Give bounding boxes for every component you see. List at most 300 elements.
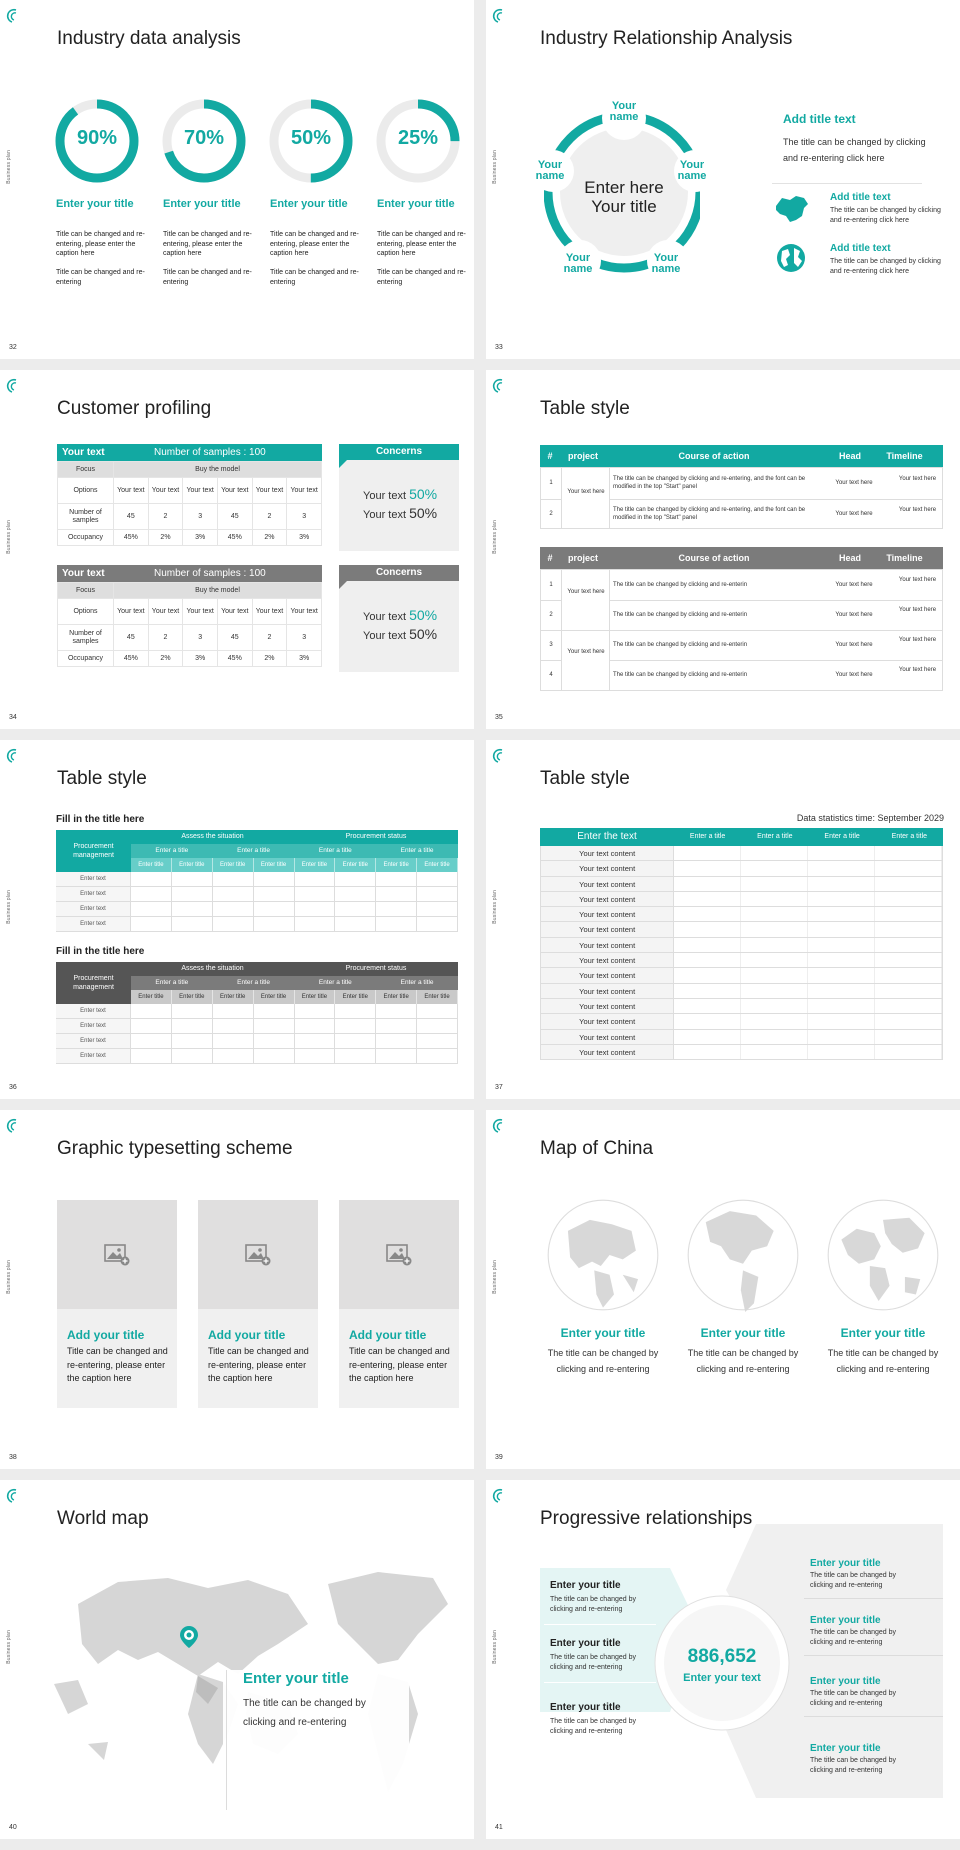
row-label: Your text content: [541, 907, 674, 921]
add-image-icon: [386, 1244, 412, 1266]
head-cell: Your text here: [835, 672, 873, 678]
side-label: Business plan: [492, 1260, 498, 1294]
empty-cell[interactable]: [875, 1045, 942, 1059]
concerns-header: Concerns: [339, 444, 459, 460]
empty-cell[interactable]: [875, 892, 942, 906]
table-row: [56, 1019, 458, 1034]
side-label: Business plan: [6, 150, 12, 184]
empty-cell[interactable]: [376, 917, 417, 931]
subtitle-cell: Enter title: [213, 858, 254, 872]
empty-cell[interactable]: [417, 1034, 458, 1048]
empty-cell[interactable]: [875, 968, 942, 982]
info-card: [223, 1670, 409, 1810]
concern-line: [363, 486, 437, 502]
item-text: The title can be changed by clicking and re-entering: [827, 1348, 939, 1374]
empty-cell[interactable]: [295, 872, 336, 886]
empty-cell[interactable]: [741, 968, 808, 982]
data-table: [57, 461, 322, 546]
cell: Your text: [114, 599, 149, 625]
empty-cell[interactable]: [808, 968, 875, 982]
table-row: [56, 1034, 458, 1049]
node-name: Your name: [677, 159, 707, 182]
empty-cell[interactable]: [254, 902, 295, 916]
head-cell: Your text here: [835, 642, 873, 648]
progress-value: 70%: [183, 127, 225, 149]
action-cell: The title can be changed by clicking and re-enterin: [613, 642, 748, 648]
table-row: [540, 846, 943, 861]
empty-cell[interactable]: [295, 902, 336, 916]
empty-cell[interactable]: [254, 872, 295, 886]
table-row: [540, 999, 943, 1014]
corner-label: Procurement management: [73, 975, 114, 991]
row-label: Your text content: [541, 999, 674, 1013]
row-number: 1: [549, 582, 553, 588]
title-cell: Enter a title: [400, 979, 434, 986]
empty-cell[interactable]: [741, 938, 808, 952]
action-cell: The title can be changed by clicking and re-entering, and the font can be modified in the top "Start" panel: [613, 476, 806, 490]
empty-cell[interactable]: [254, 1004, 295, 1018]
subtitle-row: [131, 858, 458, 872]
empty-cell[interactable]: [295, 917, 336, 931]
right-text: The title can be changed by clicking and re-entering: [810, 1629, 897, 1646]
timeline-cell: Your text here: [898, 476, 937, 482]
empty-cell[interactable]: [254, 1049, 295, 1063]
table-row: [56, 902, 458, 917]
row-number: 3: [549, 642, 553, 648]
add-text: The title can be changed by clicking and re-entering click here: [783, 137, 926, 163]
empty-cell[interactable]: [335, 917, 376, 931]
cell: Your text: [252, 478, 287, 504]
empty-cell[interactable]: [131, 1004, 172, 1018]
slide-number: 39: [495, 1454, 503, 1461]
empty-cell[interactable]: [172, 1049, 213, 1063]
divider: [544, 1624, 656, 1625]
concern-line: [363, 505, 437, 521]
empty-cell[interactable]: [875, 877, 942, 891]
empty-cell[interactable]: [808, 846, 875, 860]
empty-cell[interactable]: [808, 999, 875, 1013]
empty-cell[interactable]: [674, 999, 741, 1013]
slide-36[interactable]: [0, 740, 474, 1099]
empty-cell[interactable]: [808, 938, 875, 952]
empty-cell[interactable]: [808, 953, 875, 967]
empty-cell[interactable]: [674, 1030, 741, 1044]
data-table: [540, 828, 943, 1060]
progress-value: 90%: [76, 127, 118, 149]
empty-cell[interactable]: [172, 917, 213, 931]
empty-cell[interactable]: [875, 984, 942, 998]
timeline-cell: Your text here: [898, 667, 937, 673]
empty-cell[interactable]: [295, 1019, 336, 1033]
image-placeholder[interactable]: [57, 1200, 177, 1309]
image-placeholder[interactable]: [198, 1200, 318, 1309]
cell: 45: [217, 625, 252, 651]
slide-number: 33: [495, 344, 503, 351]
subtitle-cell: Enter title: [213, 990, 254, 1004]
head-cell: Your text here: [835, 582, 873, 588]
image-placeholder[interactable]: [339, 1200, 459, 1309]
item-title: Enter your title: [270, 198, 348, 210]
header-cell: Course of action: [678, 553, 750, 563]
slide-40[interactable]: [0, 1480, 474, 1839]
empty-cell[interactable]: [875, 861, 942, 875]
empty-cell[interactable]: [172, 1004, 213, 1018]
empty-cell[interactable]: [131, 1019, 172, 1033]
empty-cell[interactable]: [875, 846, 942, 860]
slide-number: 32: [9, 344, 17, 351]
row-label: Your text content: [541, 861, 674, 875]
empty-cell[interactable]: [376, 1049, 417, 1063]
empty-cell[interactable]: [335, 872, 376, 886]
empty-cell[interactable]: [875, 999, 942, 1013]
empty-cell[interactable]: [808, 1045, 875, 1059]
row-label: Enter text: [56, 1004, 131, 1018]
empty-cell[interactable]: [741, 877, 808, 891]
empty-cell[interactable]: [417, 1049, 458, 1063]
empty-cell[interactable]: [741, 1030, 808, 1044]
subtitle-row: [131, 990, 458, 1004]
sub-title: Add title text: [830, 192, 891, 203]
row-number: 4: [549, 672, 553, 678]
empty-cell[interactable]: [335, 1019, 376, 1033]
cell: 45%: [114, 530, 149, 546]
empty-cell[interactable]: [213, 1004, 254, 1018]
divider: [804, 1716, 943, 1717]
table-row: [540, 1045, 943, 1060]
empty-cell[interactable]: [674, 938, 741, 952]
image-card[interactable]: [198, 1200, 318, 1408]
empty-cell[interactable]: [808, 892, 875, 906]
table-header: [540, 445, 943, 467]
empty-cell[interactable]: [808, 861, 875, 875]
empty-cell[interactable]: [741, 907, 808, 921]
empty-cell[interactable]: [376, 872, 417, 886]
empty-cell[interactable]: [376, 1019, 417, 1033]
empty-cell[interactable]: [213, 872, 254, 886]
subtitle-cell: Enter title: [131, 990, 172, 1004]
header-cell: Head: [838, 451, 861, 461]
group-row: [131, 962, 458, 976]
cell: Number of samples: [58, 504, 114, 530]
table-heading: Fill in the title here: [56, 946, 145, 957]
table-row: [540, 938, 943, 953]
row-label: Enter text: [56, 1034, 131, 1048]
slide-title: Table style: [540, 398, 630, 419]
empty-cell[interactable]: [417, 887, 458, 901]
empty-cell[interactable]: [376, 1004, 417, 1018]
item-text: Title can be changed and re-entering: [270, 269, 359, 286]
empty-cell[interactable]: [875, 1014, 942, 1028]
empty-cell[interactable]: [875, 1030, 942, 1044]
cell: Your text: [114, 478, 149, 504]
empty-cell[interactable]: [741, 922, 808, 936]
slide-title: Table style: [57, 768, 147, 789]
divider: [544, 1682, 656, 1683]
empty-cell[interactable]: [808, 1030, 875, 1044]
empty-cell[interactable]: [172, 902, 213, 916]
table-header: [540, 828, 943, 846]
empty-cell[interactable]: [741, 1045, 808, 1059]
empty-cell[interactable]: [674, 922, 741, 936]
right-title: Enter your title: [810, 1676, 881, 1687]
header-cell: Course of action: [678, 451, 750, 461]
cell: 2%: [252, 651, 287, 667]
data-table: [57, 582, 322, 667]
slide-32[interactable]: [0, 0, 474, 359]
empty-cell[interactable]: [172, 1034, 213, 1048]
empty-cell[interactable]: [254, 887, 295, 901]
subtitle-cell: Enter title: [254, 858, 295, 872]
corner-label: Procurement management: [73, 843, 114, 859]
row-label: Your text content: [541, 1014, 674, 1028]
group-cell: Assess the situation: [181, 833, 244, 840]
empty-cell[interactable]: [808, 907, 875, 921]
row-label: Enter text: [56, 887, 131, 901]
timeline-cell: Your text here: [898, 637, 937, 643]
node-name: Your name: [535, 159, 565, 182]
cell: 45: [114, 625, 149, 651]
right-title: Enter your title: [810, 1558, 881, 1569]
table-body: [540, 467, 943, 529]
cell: Your text: [148, 478, 183, 504]
table-header: [57, 565, 322, 582]
empty-cell[interactable]: [417, 917, 458, 931]
empty-cell[interactable]: [741, 1014, 808, 1028]
cell: Your text: [183, 599, 218, 625]
slide-35[interactable]: [486, 370, 960, 729]
header-left: Your text: [62, 568, 105, 579]
empty-cell[interactable]: [417, 1019, 458, 1033]
empty-cell[interactable]: [674, 907, 741, 921]
left-title: Enter your title: [550, 1580, 621, 1591]
sub-text: The title can be changed by clicking and re-entering click here: [830, 207, 941, 224]
right-text: The title can be changed by clicking and re-entering: [810, 1572, 897, 1589]
table-row: [540, 907, 943, 922]
cell: 2%: [148, 530, 183, 546]
empty-cell[interactable]: [741, 999, 808, 1013]
add-image-icon: [245, 1244, 271, 1266]
slide-title: Industry Relationship Analysis: [540, 28, 793, 49]
slide-number: 35: [495, 714, 503, 721]
slide-title: Customer profiling: [57, 398, 212, 419]
slide-41[interactable]: [486, 1480, 960, 1839]
card-title: Add your title: [349, 1328, 427, 1342]
group-cell: Assess the situation: [181, 965, 244, 972]
header-cell: Enter a title: [689, 833, 726, 840]
slide-34[interactable]: [0, 370, 474, 729]
empty-cell[interactable]: [808, 984, 875, 998]
cell: Focus: [58, 583, 114, 599]
timeline-cell: Your text here: [898, 607, 937, 613]
card-text: Title can be changed and re-entering, please enter the caption here: [67, 1346, 168, 1383]
empty-cell[interactable]: [376, 902, 417, 916]
empty-cell[interactable]: [213, 1034, 254, 1048]
empty-cell[interactable]: [741, 861, 808, 875]
empty-cell[interactable]: [741, 984, 808, 998]
image-card[interactable]: [57, 1200, 177, 1408]
corner-fold: [339, 581, 347, 589]
cell: 45: [114, 504, 149, 530]
concern-value: 50%: [409, 505, 438, 521]
item-title: Enter your title: [700, 1326, 786, 1340]
logo-icon: [6, 1488, 18, 1504]
subtitle-cell: Enter title: [295, 990, 336, 1004]
cell: Your text: [217, 599, 252, 625]
head-cell: Your text here: [835, 612, 873, 618]
item-text: Title can be changed and re-entering: [56, 269, 145, 286]
slide-38[interactable]: [0, 1110, 474, 1469]
empty-cell[interactable]: [875, 922, 942, 936]
concern-value: 50%: [409, 607, 438, 623]
empty-cell[interactable]: [674, 1045, 741, 1059]
empty-cell[interactable]: [213, 1019, 254, 1033]
globe-map: [686, 1198, 800, 1312]
action-cell: The title can be changed by clicking and re-enterin: [613, 612, 748, 618]
empty-cell[interactable]: [295, 1049, 336, 1063]
slide-title: World map: [57, 1508, 149, 1529]
empty-cell[interactable]: [295, 887, 336, 901]
location-pin-icon: [178, 1625, 200, 1649]
cell: Buy the model: [114, 462, 322, 478]
header-cell: project: [568, 553, 599, 563]
empty-cell[interactable]: [131, 887, 172, 901]
concern-value: 50%: [409, 626, 438, 642]
empty-cell[interactable]: [808, 1014, 875, 1028]
empty-cell[interactable]: [376, 887, 417, 901]
slide-number: 41: [495, 1824, 503, 1831]
empty-cell[interactable]: [674, 877, 741, 891]
cell: Your text: [183, 478, 218, 504]
title-cell: Enter a title: [400, 847, 434, 854]
slide-37[interactable]: [486, 740, 960, 1099]
empty-cell[interactable]: [213, 902, 254, 916]
table-row: [540, 984, 943, 999]
header-cell: Timeline: [886, 451, 923, 461]
concerns-panel: [339, 565, 459, 672]
empty-cell[interactable]: [875, 953, 942, 967]
logo-icon: [6, 748, 18, 764]
table-row: [540, 953, 943, 968]
card-title: Add your title: [67, 1328, 145, 1342]
empty-cell[interactable]: [131, 902, 172, 916]
slide-33[interactable]: [486, 0, 960, 359]
cell: Options: [58, 599, 114, 625]
empty-cell[interactable]: [213, 917, 254, 931]
concern-label: Your text: [363, 509, 407, 521]
image-card[interactable]: [339, 1200, 459, 1408]
empty-cell[interactable]: [808, 877, 875, 891]
cell: Buy the model: [114, 583, 322, 599]
item-text: Title can be changed and re-entering, please enter the caption here: [270, 231, 359, 257]
progress-value: 50%: [290, 127, 332, 149]
empty-cell[interactable]: [254, 1034, 295, 1048]
empty-cell[interactable]: [295, 1004, 336, 1018]
logo-icon: [6, 8, 18, 24]
empty-cell[interactable]: [741, 846, 808, 860]
empty-cell[interactable]: [674, 953, 741, 967]
empty-cell[interactable]: [741, 953, 808, 967]
right-title: Enter your title: [810, 1743, 881, 1754]
empty-cell[interactable]: [254, 917, 295, 931]
empty-cell[interactable]: [335, 1034, 376, 1048]
empty-cell[interactable]: [808, 922, 875, 936]
slide-number: 38: [9, 1454, 17, 1461]
logo-icon: [492, 1118, 504, 1134]
table-row: [540, 861, 943, 876]
cell: 3: [287, 625, 322, 651]
table-header: [540, 547, 943, 569]
empty-cell[interactable]: [131, 917, 172, 931]
empty-cell[interactable]: [172, 872, 213, 886]
header-right: Number of samples : 100: [154, 568, 266, 579]
progress-value: 25%: [397, 127, 439, 149]
empty-cell[interactable]: [674, 892, 741, 906]
empty-cell[interactable]: [417, 1004, 458, 1018]
subtitle-cell: Enter title: [335, 990, 376, 1004]
cell: 2: [148, 625, 183, 651]
empty-cell[interactable]: [335, 1049, 376, 1063]
empty-cell[interactable]: [131, 872, 172, 886]
empty-cell[interactable]: [254, 1019, 295, 1033]
header-cell: Head: [838, 553, 861, 563]
empty-cell[interactable]: [172, 1019, 213, 1033]
slide-39[interactable]: [486, 1110, 960, 1469]
header-cell: #: [547, 553, 553, 563]
empty-cell[interactable]: [674, 1014, 741, 1028]
row-label: Your text content: [541, 968, 674, 982]
empty-cell[interactable]: [376, 1034, 417, 1048]
row-number: 2: [549, 511, 553, 517]
left-title: Enter your title: [550, 1702, 621, 1713]
empty-cell[interactable]: [131, 1049, 172, 1063]
cell: 45: [217, 504, 252, 530]
empty-cell[interactable]: [674, 968, 741, 982]
empty-cell[interactable]: [875, 907, 942, 921]
empty-cell[interactable]: [674, 861, 741, 875]
empty-cell[interactable]: [674, 846, 741, 860]
item-title: Enter your title: [560, 1326, 646, 1340]
side-label: Business plan: [6, 1630, 12, 1664]
group-row: [131, 830, 458, 844]
empty-cell[interactable]: [741, 892, 808, 906]
empty-cell[interactable]: [213, 887, 254, 901]
concern-value: 50%: [409, 486, 438, 502]
empty-cell[interactable]: [335, 1004, 376, 1018]
empty-cell[interactable]: [131, 1034, 172, 1048]
center-title: Enter here Your title: [584, 178, 664, 216]
cell: Your text: [252, 599, 287, 625]
node-name: Your name: [651, 252, 681, 275]
empty-cell[interactable]: [674, 984, 741, 998]
empty-cell[interactable]: [335, 887, 376, 901]
item-text: Title can be changed and re-entering, please enter the caption here: [377, 231, 466, 257]
header-right: Number of samples : 100: [154, 447, 266, 458]
empty-cell[interactable]: [335, 902, 376, 916]
empty-cell[interactable]: [417, 902, 458, 916]
empty-cell[interactable]: [875, 938, 942, 952]
slide-title: Progressive relationships: [540, 1508, 753, 1529]
china-map-icon: [774, 194, 810, 224]
empty-cell[interactable]: [417, 872, 458, 886]
cell: 2%: [252, 530, 287, 546]
empty-cell[interactable]: [295, 1034, 336, 1048]
empty-cell[interactable]: [172, 887, 213, 901]
sub-text: The title can be changed by clicking and re-entering click here: [830, 258, 941, 275]
project-cell: Your text here: [567, 589, 605, 595]
item-text: Title can be changed and re-entering, please enter the caption here: [56, 231, 145, 257]
header-cell: Enter a title: [891, 833, 928, 840]
empty-cell[interactable]: [213, 1049, 254, 1063]
